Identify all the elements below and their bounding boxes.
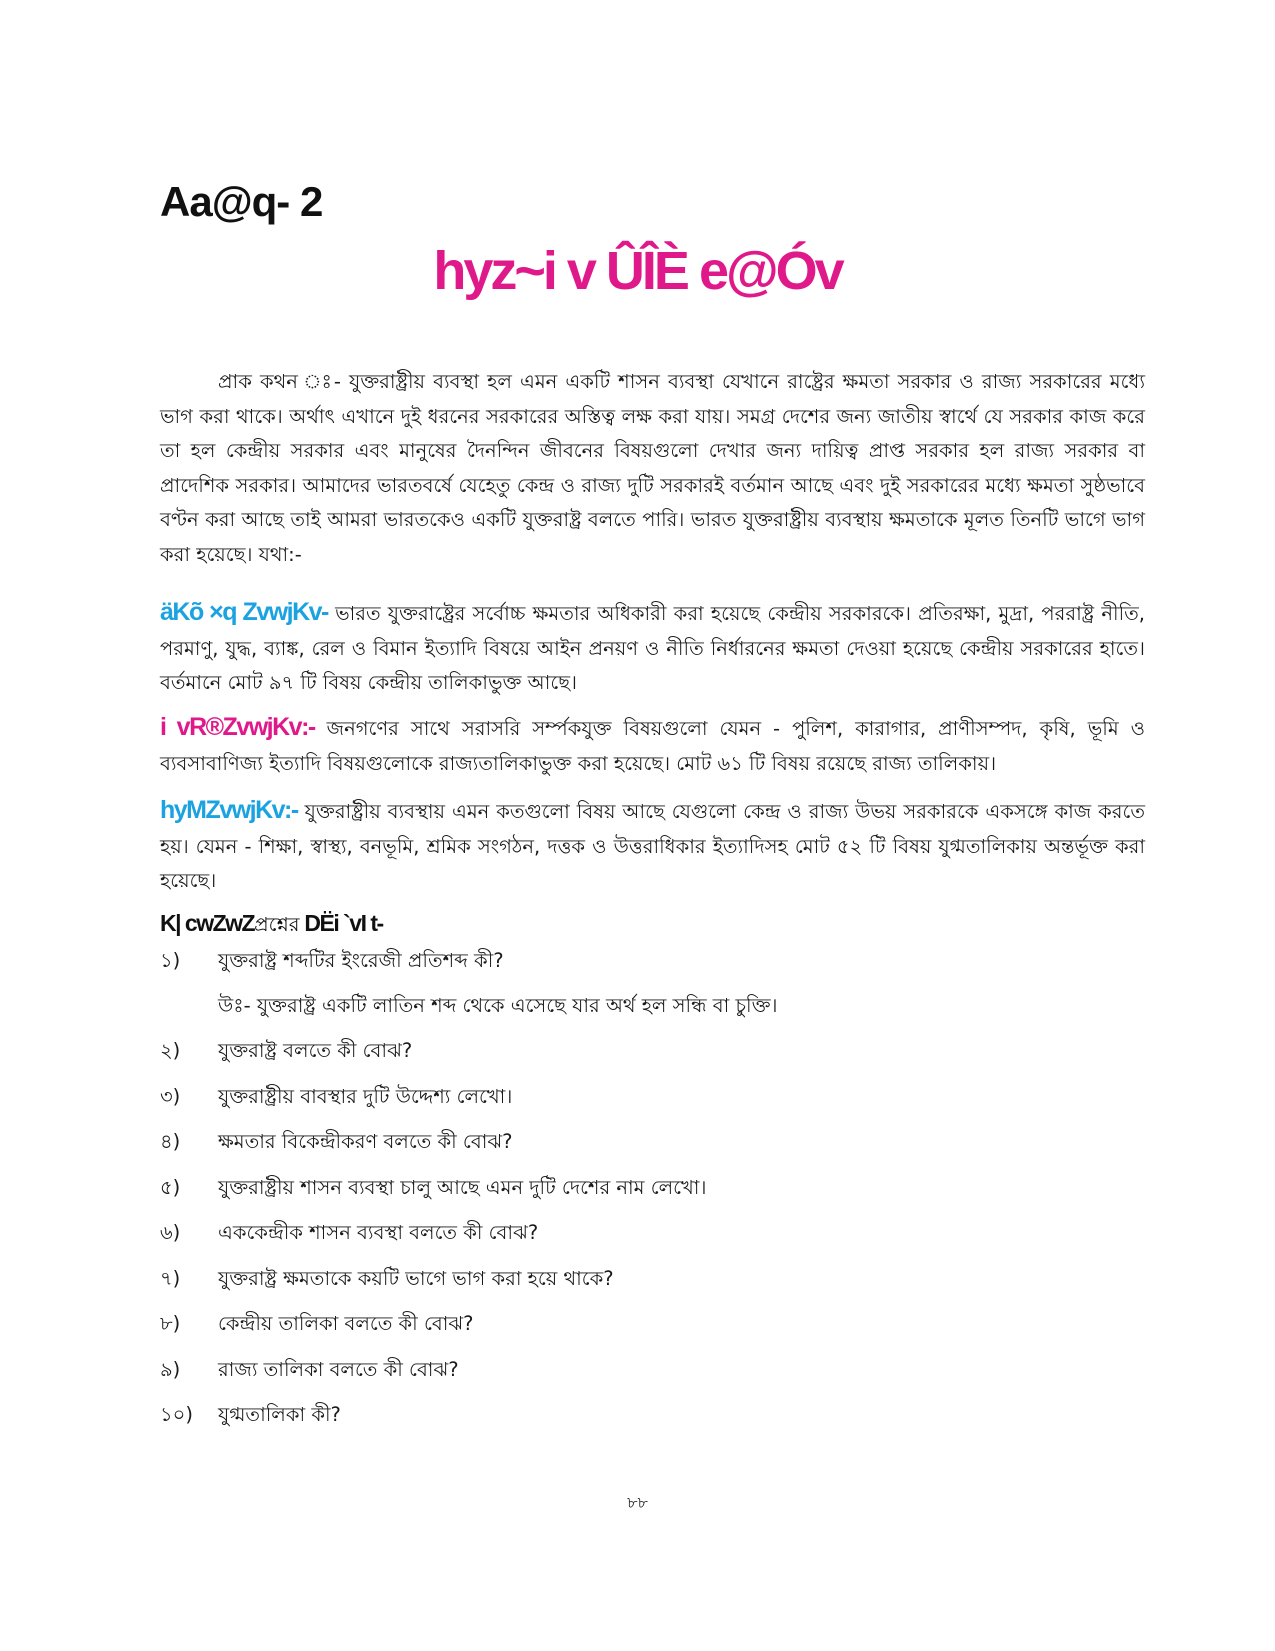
question-item	[160, 1349, 1145, 1395]
state-list-paragraph	[160, 710, 1145, 781]
question-number: ১)	[160, 948, 181, 972]
question-number: ৪)	[160, 1130, 181, 1154]
question-text: ক্ষমতার বিকেন্দ্রীকরণ বলতে কী বোঝ?	[218, 1130, 513, 1154]
concurrent-list-term: hyMZvwjKv:-	[160, 796, 298, 824]
question-item	[160, 1258, 1145, 1304]
question-text: রাজ্য তালিকা বলতে কী বোঝ?	[218, 1357, 459, 1381]
state-list-text: জনগণের সাথে সরাসরি সর্ম্পকযুক্ত বিষয়গুলো যেমন - পুলিশ, কারাগার, প্রাণীসম্পদ, কৃষি, ভূমি ও ব্যবসাবাণিজ্য ইত্যাদি বিষয়গুলোকে রাজ্যতালিকাভুক্ত করা হয়েছে। মোট ৬১ টি বিষয় রয়েছে রাজ্য তালিকায়।	[160, 717, 1145, 775]
question-item	[160, 1122, 1145, 1168]
union-list-term: äKõ ×q ZvwjKv-	[160, 598, 328, 626]
question-item	[160, 1213, 1145, 1259]
concurrent-list-text: যুক্তরাষ্ট্রীয় ব্যবস্থায় এমন কতগুলো বিষয় আছে যেগুলো কেন্দ্র ও রাজ্য উভয় সরকারকে একসঙ্গে কাজ করতে হয়। যেমন - শিক্ষা, স্বাস্থ্য, বনভূমি, শ্রমিক সংগঠন, দত্তক ও উত্তরাধিকার ইত্যাদিসহ মোট ৫২ টি বিষয় যুগ্মতালিকায় অন্তর্ভূক্ত করা হয়েছে।	[160, 800, 1145, 892]
question-list	[160, 940, 1145, 1440]
intro-paragraph: প্রাক কথন ঃ- যুক্তরাষ্ট্রীয় ব্যবস্থা হল এমন একটি শাসন ব্যবস্থা যেখানে রাষ্ট্রের ক্ষমতা সরকার ও রাজ্য সরকারের মধ্যে ভাগ করা থাকে। অর্থাৎ এখানে দুই ধরনের সরকারের অস্তিত্ব লক্ষ করা যায়। সমগ্র দেশের জন্য জাতীয় স্বার্থে যে সরকার কাজ করে তা হল কেন্দ্রীয় সরকার এবং মানুষের দৈনন্দিন জীবনের বিষয়গুলো দেখার জন্য দায়িত্ব প্রাপ্ত সরকার হল রাজ্য সরকার বা প্রাদেশিক সরকার। আমাদের ভারতবর্ষে যেহেতু কেন্দ্র ও রাজ্য দুটি সরকারই বর্তমান আছে এবং দুই সরকারের মধ্যে ক্ষমতা সুষ্ঠভাবে বণ্টন করা আছে তাই আমরা ভারতকেও একটি যুক্তরাষ্ট্র বলতে পারি। ভারত যুক্তরাষ্ট্রীয় ব্যবস্থায় ক্ষমতাকে মূলত তিনটি ভাগে ভাগ করা হয়েছে। যথা:-	[160, 370, 1145, 566]
question-item	[160, 940, 1145, 986]
qa-heading-part2: প্রশ্নের	[254, 913, 300, 936]
qa-heading-part1: K| cwZwZ	[160, 910, 255, 936]
state-list-term: i vR®ZvwjKv:-	[160, 713, 315, 741]
question-number: ২)	[160, 1039, 181, 1063]
question-text: এককেন্দ্রীক শাসন ব্যবস্থা বলতে কী বোঝ?	[218, 1221, 539, 1245]
question-number: ৩)	[160, 1084, 181, 1108]
question-text: কেন্দ্রীয় তালিকা বলতে কী বোঝ?	[218, 1312, 474, 1336]
union-list-paragraph	[160, 595, 1145, 701]
answer-text: উঃ- যুক্তরাষ্ট্র একটি লাতিন শব্দ থেকে এসেছে যার অর্থ হল সন্ধি বা চুক্তি।	[218, 994, 778, 1017]
question-number: ৫)	[160, 1175, 181, 1199]
concurrent-list-paragraph	[160, 793, 1145, 899]
qa-heading-part3: DËi `vI t-	[299, 910, 383, 936]
question-text: যুগ্মতালিকা কী?	[218, 1403, 341, 1427]
question-item	[160, 1076, 1145, 1122]
qa-heading	[160, 910, 383, 943]
union-list-text: ভারত যুক্তরাষ্ট্রের সর্বোচ্চ ক্ষমতার অধিকারী করা হয়েছে কেন্দ্রীয় সরকারকে। প্রতিরক্ষা, মুদ্রা, পররাষ্ট্র নীতি, পরমাণু, যুদ্ধ, ব্যাঙ্ক, রেল ও বিমান ইত্যাদি বিষয়ে আইন প্রনয়ণ ও নীতি নির্ধারনের ক্ষমতা দেওয়া হয়েছে কেন্দ্রীয় সরকারের হাতে। বর্তমানে মোট ৯৭ টি বিষয় কেন্দ্রীয় তালিকাভুক্ত আছে।	[160, 602, 1145, 694]
question-number: ৭)	[160, 1266, 181, 1290]
question-number: ৬)	[160, 1221, 181, 1245]
question-item	[160, 1031, 1145, 1077]
question-number: ৯)	[160, 1357, 181, 1381]
question-number: ৮)	[160, 1312, 181, 1336]
question-text: যুক্তরাষ্ট্রীয় বাবস্থার দুটি উদ্দেশ্য লেখো।	[218, 1084, 513, 1108]
question-item	[160, 1304, 1145, 1350]
question-item	[160, 1167, 1145, 1213]
question-text: যুক্তরাষ্ট্র শব্দটির ইংরেজী প্রতিশব্দ কী?	[218, 948, 504, 972]
question-text: যুক্তরাষ্ট্র ক্ষমতাকে কয়টি ভাগে ভাগ করা হয়ে থাকে?	[218, 1266, 614, 1290]
chapter-title: hyz~i v ÛÎÈ e@Óv	[433, 241, 842, 301]
question-number: ১০)	[160, 1403, 193, 1427]
page-number: ৮৮	[627, 1493, 648, 1512]
chapter-label: Aa@q- 2	[160, 178, 323, 225]
question-item	[160, 1395, 1145, 1441]
question-text: যুক্তরাষ্ট্রীয় শাসন ব্যবস্থা চালু আছে এমন দুটি দেশের নাম লেখো।	[218, 1175, 707, 1199]
question-text: যুক্তরাষ্ট্র বলতে কী বোঝ?	[218, 1039, 413, 1063]
